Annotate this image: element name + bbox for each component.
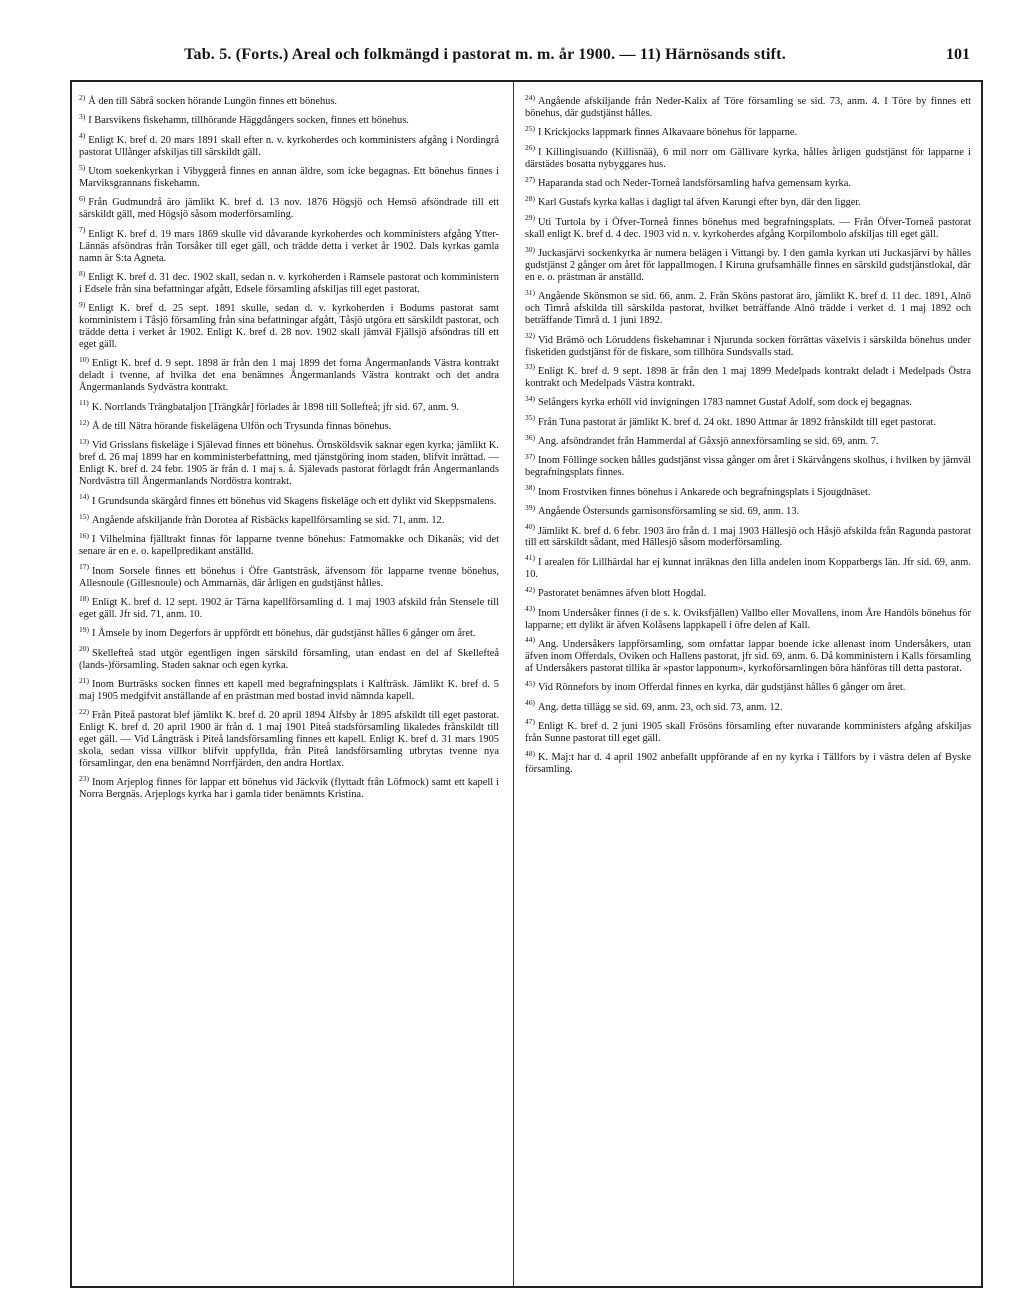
footnote — [79, 644, 499, 672]
footnote-text: Ang. detta tillägg se sid. 69, anm. 23, och sid. 73, anm. 12. — [538, 701, 783, 713]
footnote-text: Karl Gustafs kyrka kallas i dagligt tal äfven Karungi efter byn, där den ligger. — [538, 197, 861, 209]
footnote-text: I Krickjocks lappmark finnes Alkavaare bönehus för lapparne. — [538, 127, 798, 139]
footnote-text: Pastoratet benämnes äfven blott Hogdal. — [538, 588, 707, 600]
footnote-text: Skellefteå stad utgör egentligen ingen särskild församling, utan endast en del af Skellefteå (lands-)församling. Staden saknar och egen kyrka. — [79, 647, 499, 671]
page-header — [85, 46, 970, 72]
footnote-text: I Åmsele by inom Degerfors är uppfördt ett bönehus, där gudstjänst hålles 6 gånger om året. — [92, 628, 476, 640]
footnote — [79, 436, 499, 488]
footnote-number: 3) — [79, 111, 86, 121]
page-number: 101 — [946, 46, 970, 63]
footnote-number: 25) — [525, 123, 535, 133]
footnote-text: Enligt K. bref d. 31 dec. 1902 skall, sedan n. v. kyrkoherden i Ramsele pastorat och komministern i Edsele från sina befattningar afgått, Edsele församling afskiljas till eget pastorat. — [79, 271, 499, 295]
footnote-number: 13) — [79, 436, 89, 446]
footnote — [525, 717, 971, 745]
footnote-number: 10) — [79, 354, 89, 364]
right-column — [525, 92, 971, 784]
footnote-text: Utom soekenkyrkan i Vibyggerå finnes en annan äldre, som icke begagnas. Ett bönehus finnes i Marviksgrannans fiskehamn. — [79, 166, 499, 190]
footnote — [79, 131, 499, 159]
footnote-number: 26) — [525, 143, 535, 153]
footnote-text: Enligt K. bref d. 9 sept. 1898 är från den 1 maj 1899 Medelpads kontrakt deladt i Medelpads Östra kontrakt och Medelpads Västra kontrakt. — [525, 365, 971, 389]
footnote-text: Från Tuna pastorat är jämlikt K. bref d. 24 okt. 1890 Attmar år 1892 frånskildt till eget pastorat. — [538, 416, 936, 428]
footnote-number: 29) — [525, 213, 535, 223]
footnote — [79, 299, 499, 351]
footnote — [525, 584, 971, 600]
footnote — [79, 417, 499, 433]
footnote — [79, 706, 499, 770]
footnote — [525, 174, 971, 190]
footnote-text: Haparanda stad och Neder-Torneå landsförsamling hafva gemensam kyrka. — [538, 178, 851, 190]
footnote-text: Angående Östersunds garnisonsförsamling se sid. 69, anm. 13. — [538, 506, 800, 518]
footnote-text: I Barsvikens fiskehamn, tillhörande Häggdångers socken, finnes ett bönehus. — [88, 115, 409, 127]
footnote-text: Inom Sorsele finnes ett bönehus i Öfre Gantsträsk, äfvensom för lapparne tvenne bönehus, Allesnoule (Gillesnoule) och Ammarnäs, där årligen en gudstjänst hålles. — [79, 565, 499, 589]
footnote-text: Inom Undersåker finnes (i de s. k. Oviksfjällen) Vallbo eller Movallens, inom Åre Handöls bönehus för lapparne; ett dylikt är äfven Kolåsens lappkapell i öfre delen af Kall. — [525, 607, 971, 631]
footnote-number: 36) — [525, 432, 535, 442]
footnote — [525, 193, 971, 209]
footnote — [525, 413, 971, 429]
footnote — [79, 530, 499, 558]
footnote — [525, 393, 971, 409]
footnote-number: 24) — [525, 92, 535, 102]
footnote-number: 5) — [79, 162, 86, 172]
footnote-number: 17) — [79, 562, 89, 572]
footnote — [79, 675, 499, 703]
footnote — [79, 773, 499, 801]
footnote-number: 37) — [525, 451, 535, 461]
column-divider — [513, 82, 514, 1286]
footnote — [525, 748, 971, 776]
footnote — [525, 362, 971, 390]
footnote-text: Inom Föllinge socken hålles gudstjänst vissa gånger om året i Skärvångens skolhus, i hvilken by jämväl begrafningsplats finnes. — [525, 455, 971, 479]
footnote-number: 8) — [79, 268, 86, 278]
footnote-text: Från Gudmundrå äro jämlikt K. bref d. 13 nov. 1876 Högsjö och Hemsö afsöndrade till ett särskildt gäll, med Högsjö såsom moderförsamling. — [79, 197, 499, 221]
footnote-text: K. Maj:t har d. 4 april 1902 anbefallt uppförande af en ny kyrka i Tällfors by i västra delen af Byske församling. — [525, 752, 971, 776]
footnote-number: 45) — [525, 678, 535, 688]
footnote — [525, 287, 971, 327]
footnote-text: Enligt K. bref d. 20 mars 1891 skall efter n. v. kyrkoherdes och komministers afgång i Nordingrå pastorat Ullånger afskiljas till särskildt gäll. — [79, 134, 499, 158]
footnote-text: Enligt K. bref d. 2 juni 1905 skall Frösöns församling efter nuvarande komministers afgång afskiljas från Sunne pastorat till eget gäll. — [525, 720, 971, 744]
footnote-text: Å den till Säbrå socken hörande Lungön finnes ett bönehus. — [88, 96, 337, 107]
footnote-text: Selångers kyrka erhöll vid invigningen 1783 namnet Gustaf Adolf, som dock ej begagnas. — [538, 397, 912, 409]
footnote — [525, 698, 971, 714]
footnote-text: Juckasjärvi sockenkyrka är numera belägen i Vittangi by. I den gamla kyrkan uti Juckasjärvi by hålles gudstjänst 2 gånger om året för lappallmogen. I Kiruna grufsamhälle finnes en särskild gudstjänstlokal, där en e. o. prästman är anställd. — [525, 248, 971, 283]
footnote-number: 32) — [525, 331, 535, 341]
footnote-number: 27) — [525, 174, 535, 184]
footnote — [525, 213, 971, 241]
footnote — [79, 354, 499, 394]
footnote — [525, 635, 971, 675]
footnote-text: Angående afskiljande från Neder-Kalix af Töre församling se sid. 73, anm. 4. I Töre by finnes ett bönehus, där gudstjänst hålles. — [525, 96, 971, 119]
footnote — [79, 162, 499, 190]
footnote-text: Enligt K. bref d. 19 mars 1869 skulle vid dåvarande kyrkoherdes och komministers afgång Ytter-Lännäs afsöndras från Torsåker till eget gäll, och trädde detta i verket år 1902. Dals kyrkas gamla namn är S:ta Agneta. — [79, 228, 499, 264]
footnote-text: Uti Turtola by i Öfver-Torneå finnes bönehus med begrafningsplats. — Från Öfver-Torneå pastorat skall enligt K. bref d. 4 dec. 1903 vid n. v. kyrkoherdes afgång Korpilombolo afskiljas till eget gäll. — [525, 216, 971, 240]
footnote-text: Från Piteå pastorat blef jämlikt K. bref d. 20 april 1894 Älfsby år 1895 afskildt till eget pastorat. Enligt K. bref d. 20 april 1900 är från d. 1 maj 1901 Piteå stadsförsamling likaledes frånskildt till eget gäll. — Vid Långträsk i Piteå landsförsamling finnes ett kapell. Enligt K. bref d. 31 mars 1905 skola, sedan vissa villkor blifvit uppfyllda, från Piteå landsförsamling utbrytas tvenne nya församlingar, den ena benämnd Norrfjärden, den andra Hortlax. — [79, 710, 499, 769]
footnote-text: Vid Rönnefors by inom Offerdal finnes en kyrka, där gudstjänst hålles 6 gånger om året. — [538, 682, 906, 694]
footnote — [525, 331, 971, 359]
footnote-number: 16) — [79, 530, 89, 540]
footnote-number: 7) — [79, 225, 86, 235]
footnote-number: 31) — [525, 287, 535, 297]
footnote-number: 18) — [79, 593, 89, 603]
footnote — [525, 92, 971, 120]
footnote-text: Jämlikt K. bref d. 6 febr. 1903 äro från d. 1 maj 1903 Hällesjö och Håsjö afskilda från Ragunda pastorat till ett särskildt sådant, med Hällesjö såsom moderförsamling. — [525, 525, 971, 549]
footnote-text: Inom Burträsks socken finnes ett kapell med begrafningsplats i Kalfträsk. Jämlikt K. bref d. 5 maj 1905 medgifvit anställande af en prästman med bostad invid nämnda kapell. — [79, 679, 499, 702]
footnote — [525, 123, 971, 139]
footnote — [525, 678, 971, 694]
footnote-number: 39) — [525, 502, 535, 512]
footnote-text: K. Norrlands Trängbataljon [Trängkår] förlades år 1898 till Sollefteå; jfr sid. 67, anm. 9. — [91, 401, 459, 413]
footnote — [525, 553, 971, 581]
footnote — [525, 432, 971, 448]
footnote — [525, 604, 971, 632]
footnote-number: 15) — [79, 511, 89, 521]
footnote-number: 41) — [525, 553, 535, 563]
footnote — [79, 268, 499, 296]
footnote-text: Angående Skönsmon se sid. 66, anm. 2. Från Sköns pastorat äro, jämlikt K. bref d. 11 dec. 1891, Alnö och Timrå afskilda till särskilda pastorat, hvilket beträffande Alnö trädde i verket d. 1 maj 1892 och beträffande Timrå d. 1 juni 1892. — [525, 291, 971, 327]
footnote — [79, 398, 499, 414]
footnote-number: 40) — [525, 522, 535, 532]
footnote — [79, 111, 499, 127]
footnote-text: Enligt K. bref d. 12 sept. 1902 är Tärna kapellförsamling d. 1 maj 1903 afskild från Stensele till eget gäll. Jfr sid. 71, anm. 10. — [79, 597, 499, 620]
footnote-number: 14) — [79, 492, 89, 502]
footnote-number: 23) — [79, 773, 89, 783]
footnote — [525, 451, 971, 479]
footnote-number: 35) — [525, 413, 535, 423]
footnote-text: Enligt K. bref d. 25 sept. 1891 skulle, sedan d. v. kyrkoherden i Bodums pastorat samt komministern i Tåsjö församling från sina befattningar afgått, Tåsjö utgöra ett särskildt pastorat, och trädde detta i verket år 1902. Enligt K. bref d. 28 nov. 1902 skall jämväl Fjällsjö afsöndras till ett eget gäll. — [79, 303, 499, 350]
footnote — [79, 193, 499, 221]
footnote — [525, 502, 971, 518]
footnote — [525, 522, 971, 550]
footnote-text: Ang. afsöndrandet från Hammerdal af Gåxsjö annexförsamling se sid. 69, anm. 7. — [538, 436, 879, 448]
footnote-number: 34) — [525, 393, 535, 403]
footnote — [79, 511, 499, 527]
footnote-text: I Killingisuando (Killisnää), 6 mil norr om Gällivare kyrka, hålles årligen gudstjänst för lapparne i därstädes bosatta nybyggares hus. — [525, 146, 971, 170]
footnote — [79, 492, 499, 508]
footnote-text: Ang. Undersåkers lappförsamling, som omfattar lappar boende icke allenast inom Undersåkers, utan äfven inom Offerdals, Oviken och Hallens pastorat, jfr sid. 69, anm. 6. Då komministern i Kalls församling af Undersåkers pastorat tillika är »pastor lapponum», kyrkoförsamlingen böra hänföras till detta pastorat. — [525, 638, 971, 674]
footnote-number: 11) — [79, 398, 89, 408]
left-column — [79, 92, 499, 809]
footnote-text: Angående afskiljande från Dorotea af Risbäcks kapellförsamling se sid. 71, anm. 12. — [92, 514, 445, 526]
footnote-number: 30) — [525, 244, 535, 254]
footnote-number: 21) — [79, 675, 89, 685]
footnote — [525, 244, 971, 284]
footnote-number: 22) — [79, 706, 89, 716]
footnote-number: 44) — [525, 635, 535, 645]
footnote-number: 12) — [79, 417, 89, 427]
footnote — [79, 225, 499, 265]
footnote-text: I Grundsunda skärgård finnes ett bönehus vid Skagens fiskeläge och ett dylikt vid Skeppsmalens. — [92, 495, 497, 507]
footnote-text: Inom Arjeplog finnes för lappar ett bönehus vid Jäckvik (flyttadt från Löfmock) samt ett kapell i Norra Bergnäs. Arjeplogs kyrka har i gamla tider benämnts Kristina. — [79, 777, 499, 801]
footnote-number: 38) — [525, 483, 535, 493]
footnote — [79, 593, 499, 621]
footnote — [79, 562, 499, 590]
footnote-text: I arealen för Lillhärdal har ej kunnat inräknas den lilla andelen inom Kopparbergs län. Jfr sid. 69, anm. 10. — [525, 556, 971, 580]
page-title: Tab. 5. (Forts.) Areal och folkmängd i pastorat m. m. år 1900. — 11) Härnösands stift. — [184, 46, 786, 63]
footnote — [79, 92, 499, 108]
footnote — [525, 483, 971, 499]
footnote-number: 20) — [79, 644, 89, 654]
footnote-number: 47) — [525, 717, 535, 727]
footnote-number: 42) — [525, 584, 535, 594]
footnote-text: Å de till Nätra hörande fiskelägena Ulfön och Trysunda finnas bönehus. — [92, 421, 392, 433]
footnote-text: Inom Frostviken finnes bönehus i Ankarede och begrafningsplats i Sjougdnäset. — [538, 486, 871, 498]
footnote-number: 2) — [79, 92, 86, 102]
footnote-text: I Vilhelmina fjälltrakt finnas för lapparne tvenne bönehus: Fatmomakke och Dikanäs; vid det senare är en e. o. kapellpredikant anställd. — [79, 534, 499, 558]
footnote-number: 28) — [525, 193, 535, 203]
footnote-number: 4) — [79, 131, 86, 141]
footnote-number: 9) — [79, 299, 86, 309]
footnote-number: 46) — [525, 698, 535, 708]
footnote-text: Vid Grisslans fiskeläge i Själevad finnes ett bönehus. Örnsköldsvik saknar egen kyrka; jämlikt K. bref d. 26 maj 1899 har en komministerbefattning, med tjänstgöring inom staden, blifvit inrättad. — Enligt K. bref d. 24 febr. 1905 är från d. 1 maj s. å. Själevads pastorat förlagdt från Ångermanlands Nordvästra till Ångermanlands Nordöstra kontrakt. — [79, 440, 499, 488]
footnote-number: 33) — [525, 362, 535, 372]
footnote-number: 6) — [79, 193, 86, 203]
footnote-text: Enligt K. bref d. 9 sept. 1898 är från den 1 maj 1899 det forna Ångermanlands Västra kontrakt deladt i tvenne, af hvilka det ena benämnes Ångermanlands Västra kontrakt och det andra Ångermanlands Sydvästra kontrakt. — [79, 358, 499, 394]
footnote-text: Vid Brämö och Löruddens fiskehamnar i Njurunda socken förrättas växelvis i särskilda bönehus under fisketiden gudstjänst för de fiskare, som tillhöra Sundsvalls stad. — [525, 334, 971, 358]
footnote — [79, 624, 499, 640]
footnote-number: 19) — [79, 624, 89, 634]
footnote — [525, 143, 971, 171]
footnote-number: 48) — [525, 748, 535, 758]
footnote-number: 43) — [525, 604, 535, 614]
